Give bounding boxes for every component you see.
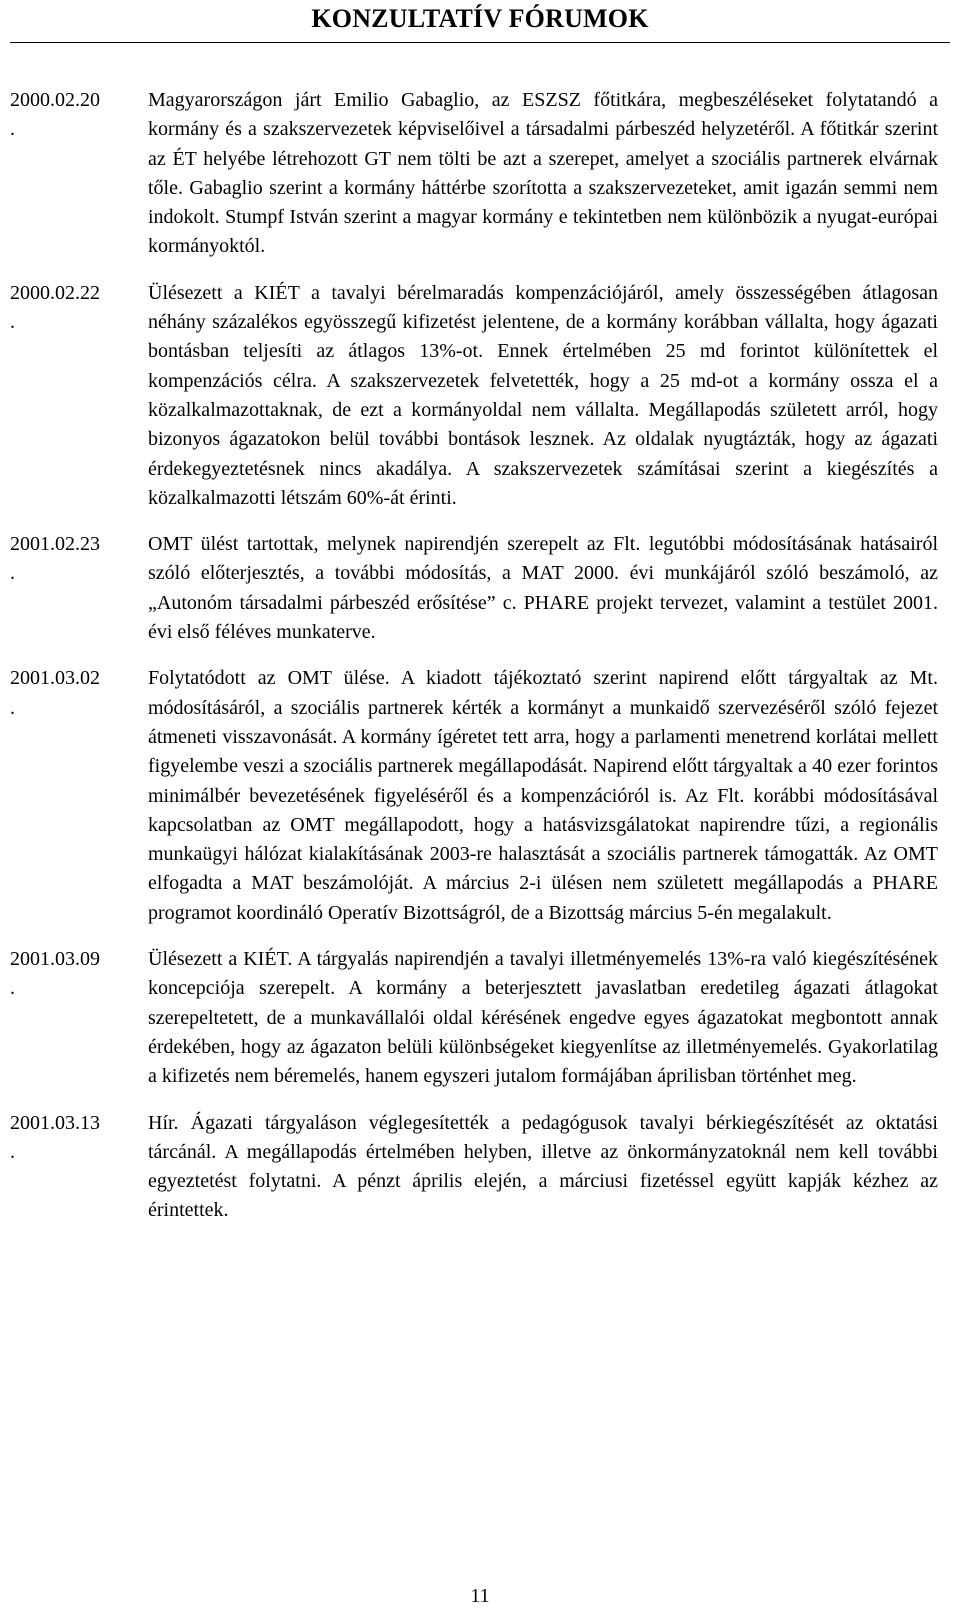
page-header [0,0,960,46]
header-divider [10,42,950,43]
entry [10,279,950,513]
entry-list [10,86,950,1243]
entry-date: 2001.03.09 . [10,948,100,1000]
entry [10,1109,950,1226]
entry-text: OMT ülést tartottak, melynek napirendjén szerepelt az Flt. legutóbbi módosításának hatásairól szóló előterjesztés, a további módosítás, a MAT 2000. évi munkájáról szóló beszámoló, az „Autonóm társadalmi párbeszéd erősítése” c. PHARE projekt tervezet, valamint a testület 2001. évi első féléves munkaterve. [148,533,938,644]
entry-text: Ülésezett a KIÉT. A tárgyalás napirendjén a tavalyi illetményemelés 13%-ra való kiegészítésének koncepciója szerepelt. A kormány a beterjesztett javaslatban eredetileg ágazati átlagokat szerepeltetett, de a munkavállalói oldal kérésének engedve egyes ágazatokat megbontott annak érdekében, hogy az ágazaton belüli különbségeket kiegyenlítse az illetményemelés. Gyakorlatilag a kifizetés nem béremelés, hanem egyszeri jutalom formájában áprilisban történhet meg. [148,948,938,1088]
entry-text: Magyarországon járt Emilio Gabaglio, az ESZSZ főtitkára, megbeszéléseket folytatandó a kormány és a szakszervezetek képviselőivel a társadalmi párbeszéd helyzetéről. A főtitkár szerint az ÉT helyébe létrehozott GT nem tölti be azt a szerepet, amelyet a szociális partnerek elvárnak tőle. Gabaglio szerint a kormány háttérbe szorította a szakszervezeteket, amit igazán semmi nem indokolt. Stumpf István szerint a magyar kormány e tekintetben nem különbözik a nyugat-európai kormányoktól. [148,89,938,258]
entry-text: Folytatódott az OMT ülése. A kiadott tájékoztató szerint napirend előtt tárgyaltak az Mt. módosításáról, a szociális partnerek kérték a kormányt a munkaidő szervezéséről szóló fejezet átmeneti visszavonását. A kormány ígéretet tett arra, hogy a parlamenti menetrend korlátai mellett figyelembe veszi a szociális partnerek megállapodását. Napirend előtt tárgyaltak a 40 ezer forintos minimálbér bevezetésének figyeléséről és a kompenzációról is. Az Flt. korábbi módosításával kapcsolatban az OMT megállapodott, hogy a hatásvizsgálatokat napirendre tűzi, a regionális munkaügyi hálózat kialakításának 2003-re halasztását a szociális partnerek támogatták. Az OMT elfogadta a MAT beszámolóját. A március 2-i ülésen nem született megállapodás a PHARE programot koordináló Operatív Bizottságról, de a Bizottság március 5-én megalakult. [148,667,938,924]
entry-date: 2001.03.02 . [10,667,100,719]
entry [10,86,950,262]
entry-text: Ülésezett a KIÉT a tavalyi bérelmaradás kompenzációjáról, amely összességében átlagosan néhány százalékos egyösszegű kifizetést jelentene, de a kormány korábban vállalta, hogy ágazati bontásban teljesíti az átlagos 13%-ot. Ennek értelmében 25 md forintot különítettek el kompenzációs célra. A szakszervezetek felvetették, hogy a 25 md-ot a kormány ossza el a közalkalmazottaknak, de ezt a kormányoldal nem vállalta. Megállapodás született arról, hogy bizonyos ágazatokon belül további bontások lesznek. Az oldalak nyugtázták, hogy az ágazati érdekegyeztetésnek nincs akadálya. A szakszervezetek számításai szerint a kiegészítés a közalkalmazotti létszám 60%-át érinti. [148,281,938,509]
header-title: KONZULTATÍV FÓRUMOK [311,4,649,33]
entry [10,664,950,928]
entry-date: 2000.02.22 . [10,281,100,334]
entry-date: 2000.02.20 . [10,89,100,141]
entry-text: Hír. Ágazati tárgyaláson véglegesítették a pedagógusok tavalyi bérkiegészítését az oktatási tárcánál. A megállapodás értelmében helyben, illetve az önkormányzatoknál nem kell további egyeztetést folytatni. A pénzt április elején, a márciusi fizetéssel együtt kapják kézhez az érintettek. [148,1111,938,1222]
page-number: 11 [470,1585,490,1607]
entry-date: 2001.03.13 . [10,1111,100,1163]
entry [10,530,950,647]
entry-date: 2001.02.23 . [10,533,100,585]
entry [10,945,950,1091]
